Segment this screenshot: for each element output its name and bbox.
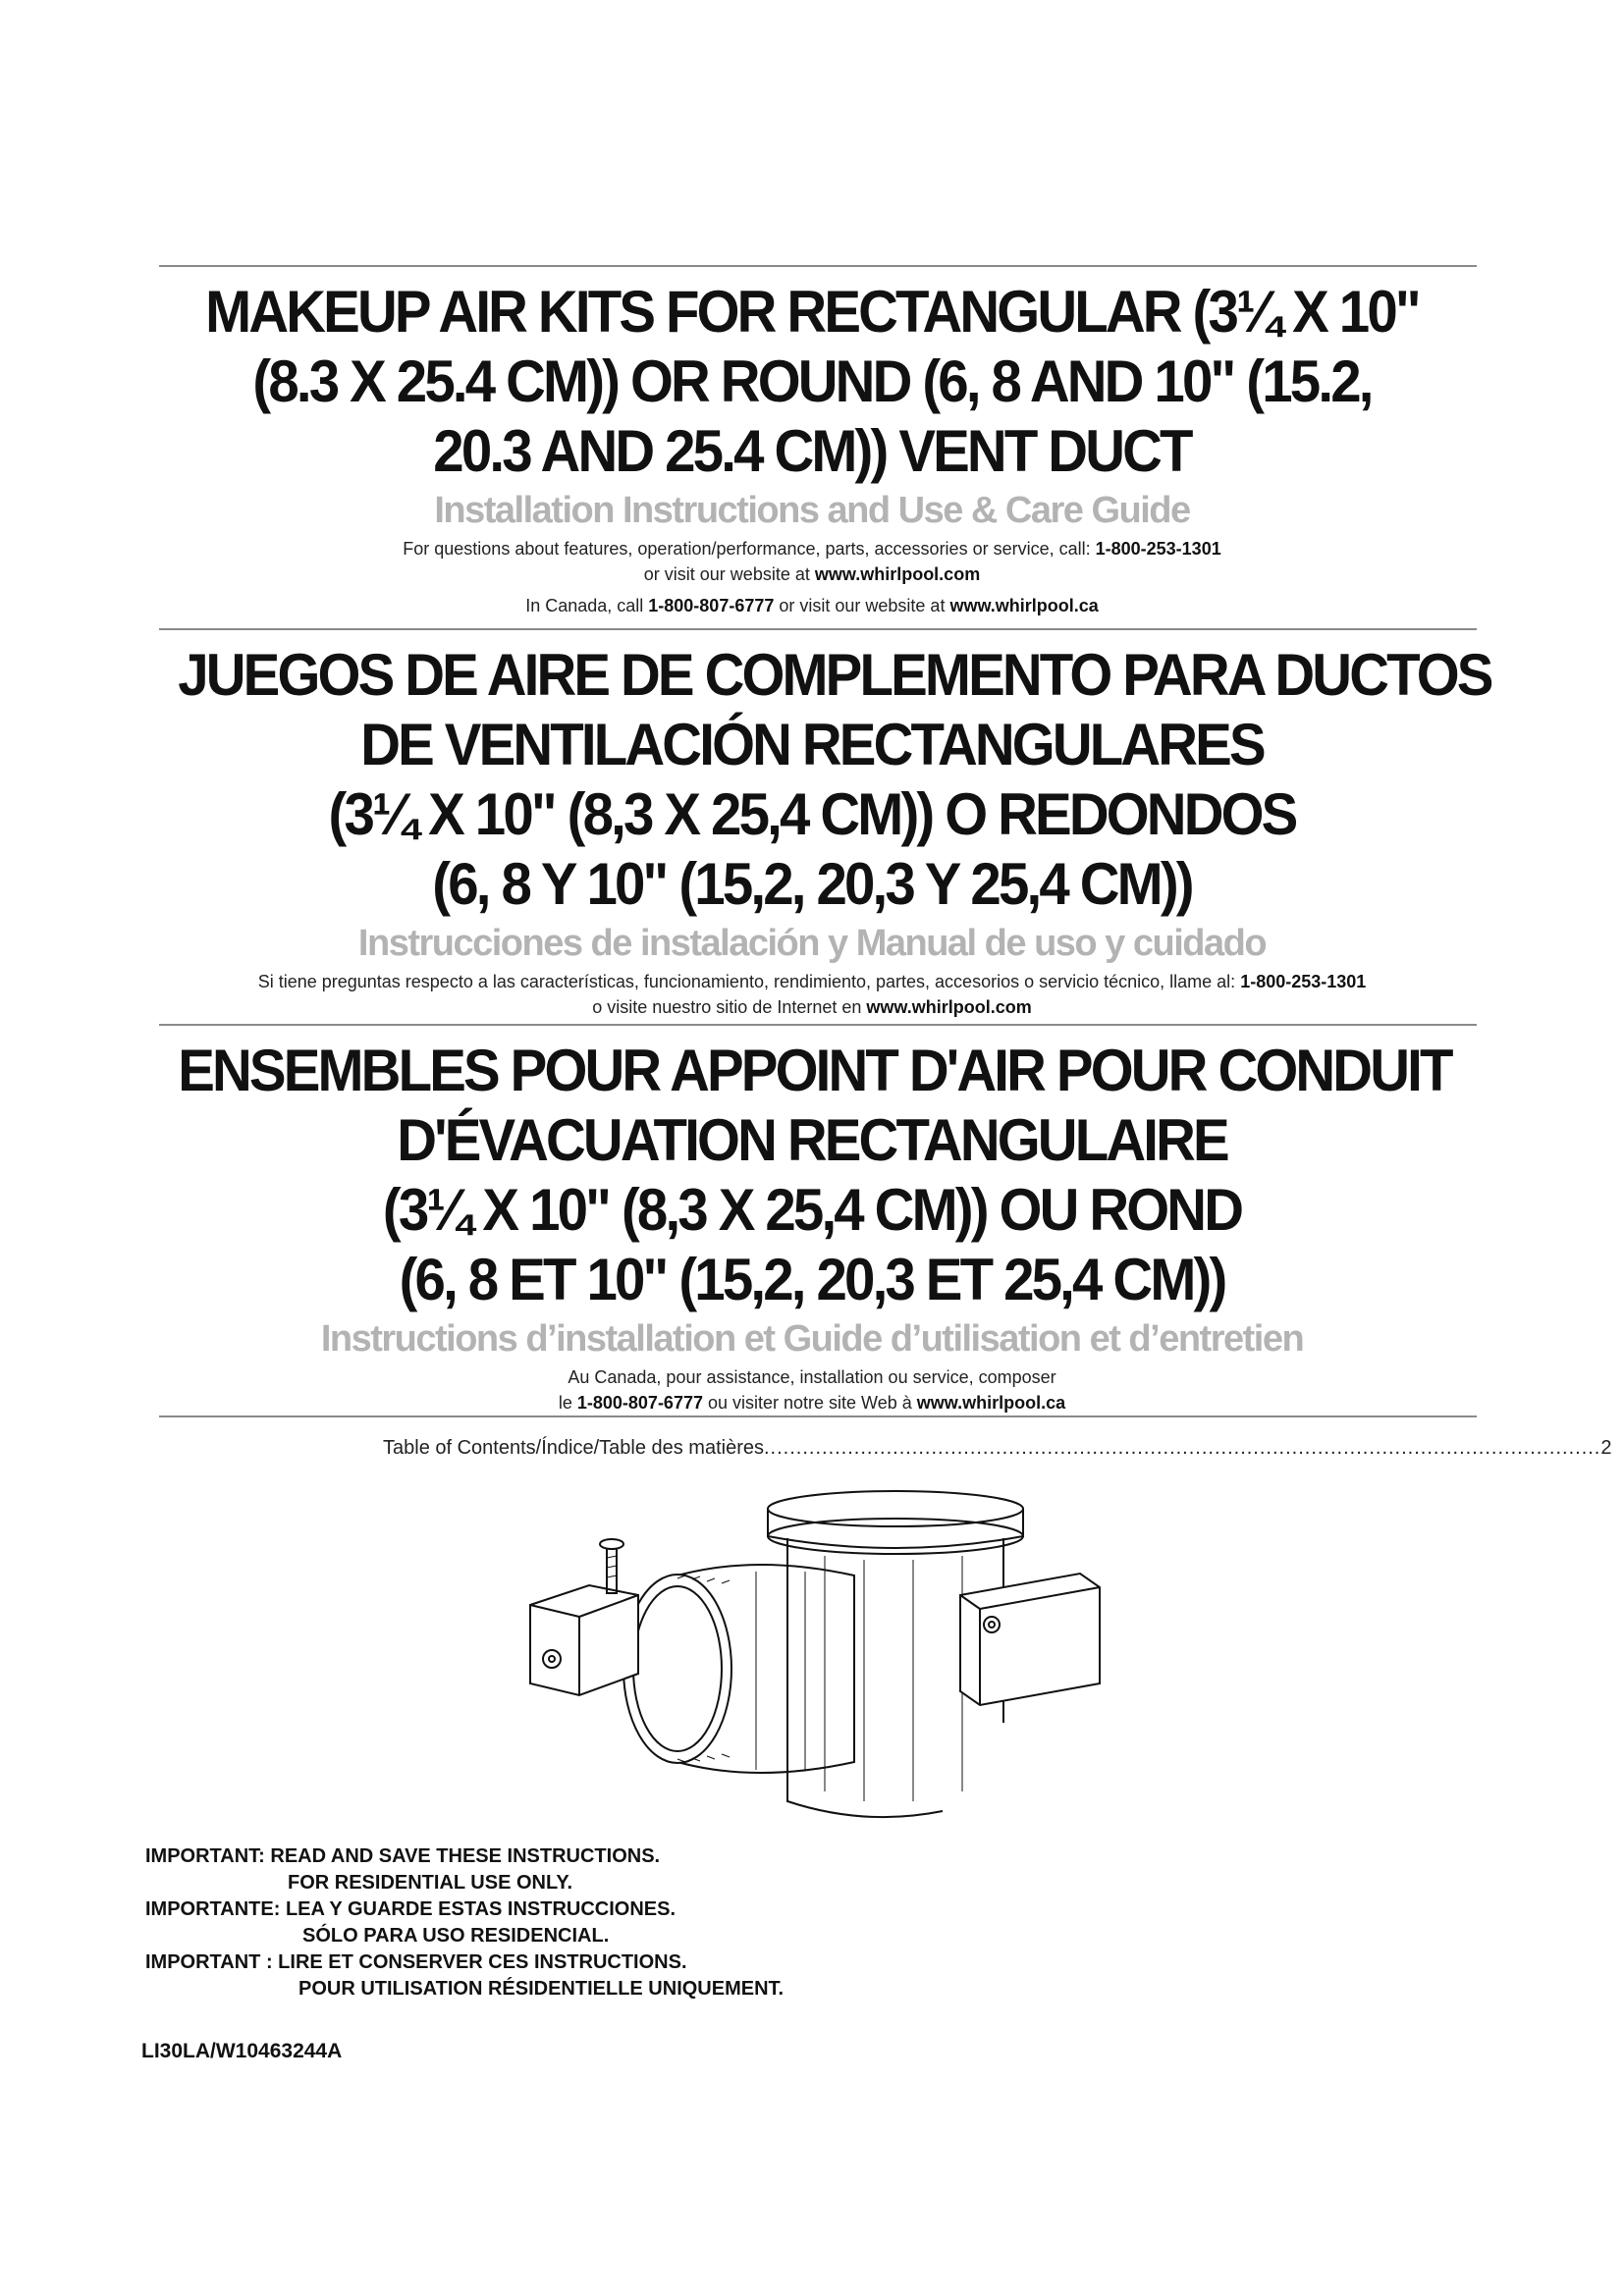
english-contact-text: or visit our website at <box>643 564 815 584</box>
french-contact-text: Au Canada, pour assistance, installation ou service, composer <box>568 1367 1056 1387</box>
english-website: www.whirlpool.com <box>814 564 981 584</box>
table-of-contents-entry[interactable] <box>383 1437 1612 1460</box>
spanish-title <box>178 640 1491 919</box>
part-number: LI30LA/W10463244A <box>141 2040 343 2062</box>
english-title-line: 20.3 AND 25.4 CM)) VENT DUCT <box>433 418 1191 484</box>
notice-spanish-residential: SÓLO PARA USO RESIDENCIAL. <box>302 1925 610 1947</box>
spanish-subtitle: Instrucciones de instalación y Manual de uso y cuidado <box>357 923 1267 964</box>
french-title-line: (6, 8 ET 10" (15,2, 20,3 ET 25,4 CM)) <box>399 1247 1225 1312</box>
notice-english: IMPORTANT: READ AND SAVE THESE INSTRUCTIONS. <box>145 1845 661 1867</box>
important-notices <box>145 1843 784 2002</box>
english-contact-text: or visit our website at <box>774 596 950 615</box>
notice-french-residential: POUR UTILISATION RÉSIDENTIELLE UNIQUEMENT. <box>298 1978 785 2000</box>
spanish-phone: 1-800-253-1301 <box>1240 972 1367 991</box>
divider-top <box>159 265 1477 267</box>
divider-english-spanish <box>159 628 1477 630</box>
english-title <box>178 277 1446 486</box>
english-title-line: (8.3 X 25.4 CM)) OR ROUND (6, 8 AND 10" (15.2, <box>252 348 1372 414</box>
spanish-title-line: JUEGOS DE AIRE DE COMPLEMENTO PARA DUCTOS <box>178 642 1491 708</box>
divider-french-toc <box>159 1415 1477 1417</box>
spanish-section <box>137 640 1491 1020</box>
french-contact-text: le <box>558 1393 577 1413</box>
english-contact-text: In Canada, call <box>525 596 649 615</box>
notice-english-residential: FOR RESIDENTIAL USE ONLY. <box>288 1872 573 1894</box>
french-section <box>137 1036 1487 1415</box>
toc-page-number: 2 <box>1600 1437 1612 1459</box>
spanish-website: www.whirlpool.com <box>866 997 1032 1017</box>
english-section <box>137 277 1487 618</box>
french-title-line: ENSEMBLES POUR APPOINT D'AIR POUR CONDUIT <box>178 1038 1451 1103</box>
spanish-contact <box>137 969 1487 1020</box>
french-title <box>178 1036 1451 1314</box>
english-title-line: MAKEUP AIR KITS FOR RECTANGULAR (3¼ X 10" <box>205 279 1419 345</box>
french-title-line: (3¼ X 10" (8,3 X 25,4 CM)) OU ROND <box>382 1177 1242 1243</box>
french-contact <box>137 1364 1487 1415</box>
divider-spanish-french <box>159 1024 1477 1026</box>
french-subtitle: Instructions d’installation et Guide d’utilisation et d’entretien <box>320 1318 1304 1360</box>
spanish-title-line: (6, 8 Y 10" (15,2, 20,3 Y 25,4 CM)) <box>432 851 1192 917</box>
french-title-line: D'ÉVACUATION RECTANGULAIRE <box>397 1107 1227 1173</box>
english-contact-text: For questions about features, operation/performance, parts, accessories or service, call: <box>403 539 1096 559</box>
toc-label: Table of Contents/Índice/Table des matières <box>383 1437 764 1459</box>
makeup-air-kit-illustration <box>530 1477 1119 1841</box>
spanish-title-line: (3¼ X 10" (8,3 X 25,4 CM)) O REDONDOS <box>328 781 1296 847</box>
notice-french: IMPORTANT : LIRE ET CONSERVER CES INSTRUCTIONS. <box>145 1951 687 1973</box>
canada-phone: 1-800-807-6777 <box>648 596 775 615</box>
english-phone: 1-800-253-1301 <box>1095 539 1221 559</box>
spanish-contact-text: o visite nuestro sitio de Internet en <box>592 997 867 1017</box>
english-subtitle: Installation Instructions and Use & Care Guide <box>434 490 1190 531</box>
toc-leader-dots: .................................................................................................................................. <box>764 1437 1601 1459</box>
spanish-title-line: DE VENTILACIÓN RECTANGULARES <box>360 712 1264 777</box>
french-website: www.whirlpool.ca <box>916 1393 1066 1413</box>
spanish-contact-text: Si tiene preguntas respecto a las características, funcionamiento, rendimiento, partes, accesorios o servicio técnico, llame al: <box>257 972 1241 991</box>
canada-website: www.whirlpool.ca <box>949 596 1099 615</box>
french-phone: 1-800-807-6777 <box>576 1393 703 1413</box>
english-contact <box>137 536 1487 618</box>
french-contact-text: ou visiter notre site Web à <box>702 1393 917 1413</box>
notice-spanish: IMPORTANTE: LEA Y GUARDE ESTAS INSTRUCCIONES. <box>145 1898 677 1920</box>
